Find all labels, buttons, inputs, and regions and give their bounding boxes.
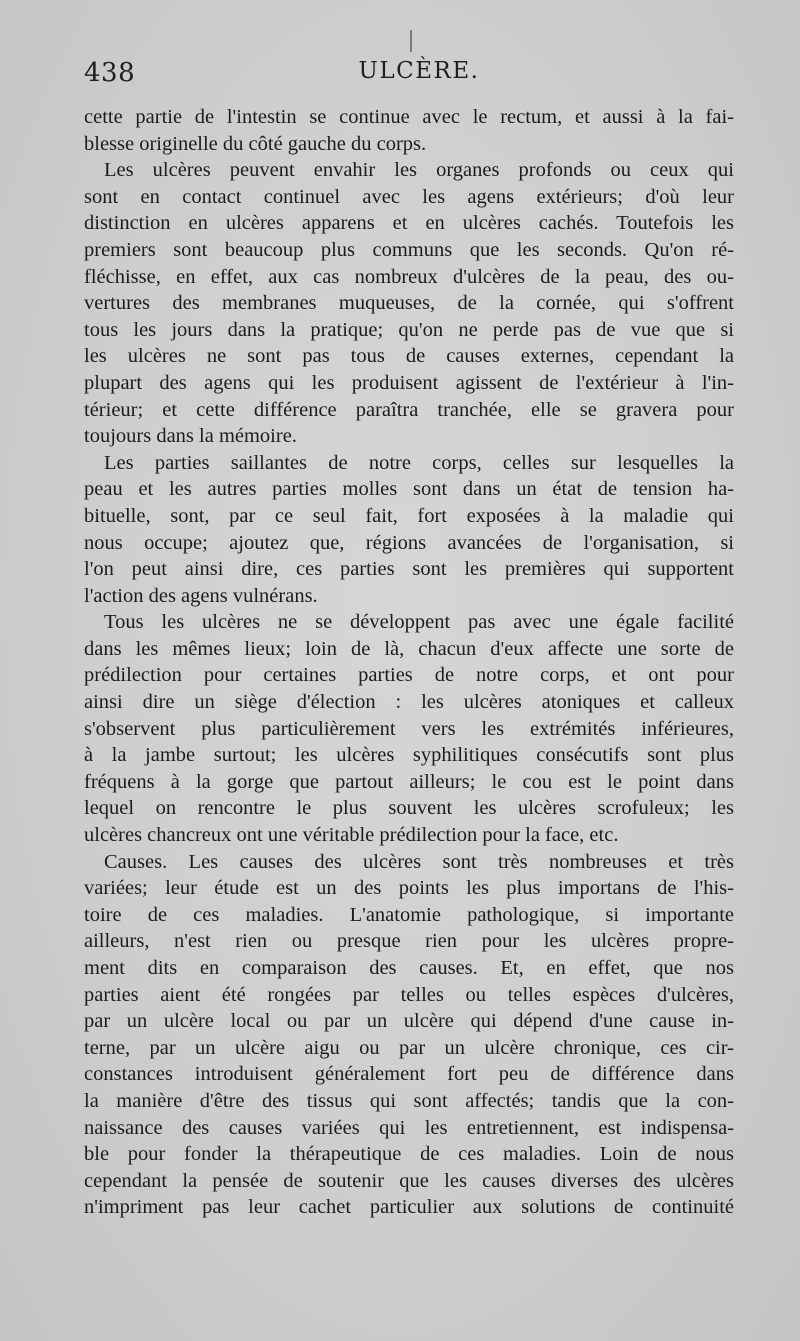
text-line: variées; leur étude est un des points les plus importans de l'his- [84, 877, 734, 900]
text-line: cette partie de l'intestin se continue avec le rectum, et aussi à la fai- [84, 106, 734, 128]
text-line: la manière d'être des tissus qui sont affectés; tandis que la con- [84, 1089, 734, 1112]
body-text [84, 104, 734, 1221]
text-line: distinction en ulcères apparens et en ulcères cachés. Toutefois les [84, 212, 734, 235]
text-line: à la jambe surtout; les ulcères syphilitiques consécutifs sont plus [84, 744, 734, 767]
text-line: s'observent plus particulièrement vers les extrémités inférieures, [84, 717, 734, 740]
text-line: fréquens à la gorge que partout ailleurs; le cou est le point dans [84, 770, 734, 793]
page-header [84, 58, 734, 92]
page-number: 438 [84, 58, 136, 88]
text-line: bituelle, sont, par ce seul fait, fort exposées à la maladie qui [84, 504, 734, 527]
text-line: ailleurs, n'est rien ou presque rien pour les ulcères propre- [84, 930, 734, 953]
text-line: Les parties saillantes de notre corps, celles sur lesquelles la [104, 451, 734, 474]
gutter-mark [410, 30, 412, 52]
text-line: cependant la pensée de soutenir que les causes diverses des ulcères [84, 1169, 734, 1192]
text-line: Tous les ulcères ne se développent pas avec une égale facilité [104, 611, 734, 634]
text-line: constances introduisent généralement fort peu de différence dans [84, 1063, 734, 1086]
text-line: l'on peut ainsi dire, ces parties sont les premières qui supportent [84, 558, 734, 581]
text-line: n'impriment pas leur cachet particulier aux solutions de continuité [84, 1196, 734, 1219]
text-line: toire de ces maladies. L'anatomie pathologique, si importante [84, 903, 734, 926]
text-line: l'action des agens vulnérans. [84, 584, 318, 607]
text-line: ainsi dire un siège d'élection : les ulcères atoniques et calleux [84, 691, 734, 714]
text-line: vertures des membranes muqueuses, de la cornée, qui s'offrent [84, 292, 734, 315]
text-line: Les ulcères peuvent envahir les organes profonds ou ceux qui [104, 159, 734, 182]
text-line: ble pour fonder la thérapeutique de ces maladies. Loin de nous [84, 1143, 734, 1166]
text-line: parties aient été rongées par telles ou telles espèces d'ulcères, [84, 983, 734, 1006]
text-line: naissance des causes variées qui les entretiennent, est indispensa- [84, 1116, 734, 1139]
text-line: les ulcères ne sont pas tous de causes externes, cependant la [84, 345, 734, 368]
text-line: lequel on rencontre le plus souvent les ulcères scrofuleux; les [84, 797, 734, 820]
text-line: prédilection pour certaines parties de notre corps, et ont pour [84, 664, 734, 687]
text-line: premiers sont beaucoup plus communs que les seconds. Qu'on ré- [84, 238, 734, 261]
text-line: dans les mêmes lieux; loin de là, chacun d'eux affecte une sorte de [84, 637, 734, 660]
running-head: ULCÈRE. [358, 58, 480, 84]
text-line: ment dits en comparaison des causes. Et, en effet, que nos [84, 957, 734, 979]
text-line: tous les jours dans la pratique; qu'on ne perde pas de vue que si [84, 318, 734, 341]
text-line: sont en contact continuel avec les agens extérieurs; d'où leur [84, 185, 734, 208]
text-line: Causes. Les causes des ulcères sont très nombreuses et très [104, 850, 734, 873]
text-line: blesse originelle du côté gauche du corps. [84, 132, 427, 155]
text-line: nous occupe; ajoutez que, régions avancées de l'organisation, si [84, 531, 734, 554]
text-line: peau et les autres parties molles sont dans un état de tension ha- [84, 478, 734, 501]
text-line: plupart des agens qui les produisent agissent de l'extérieur à l'in- [84, 371, 734, 394]
text-line: par un ulcère local ou par un ulcère qui dépend d'une cause in- [84, 1010, 734, 1033]
text-line: toujours dans la mémoire. [84, 425, 297, 448]
text-line: fléchisse, en effet, aux cas nombreux d'ulcères de la peau, des ou- [84, 265, 734, 288]
text-line: terne, par un ulcère aigu ou par un ulcère chronique, ces cir- [84, 1036, 734, 1059]
text-line: térieur; et cette différence paraîtra tranchée, elle se gravera pour [84, 398, 734, 421]
text-line: ulcères chancreux ont une véritable prédilection pour la face, etc. [84, 824, 619, 847]
